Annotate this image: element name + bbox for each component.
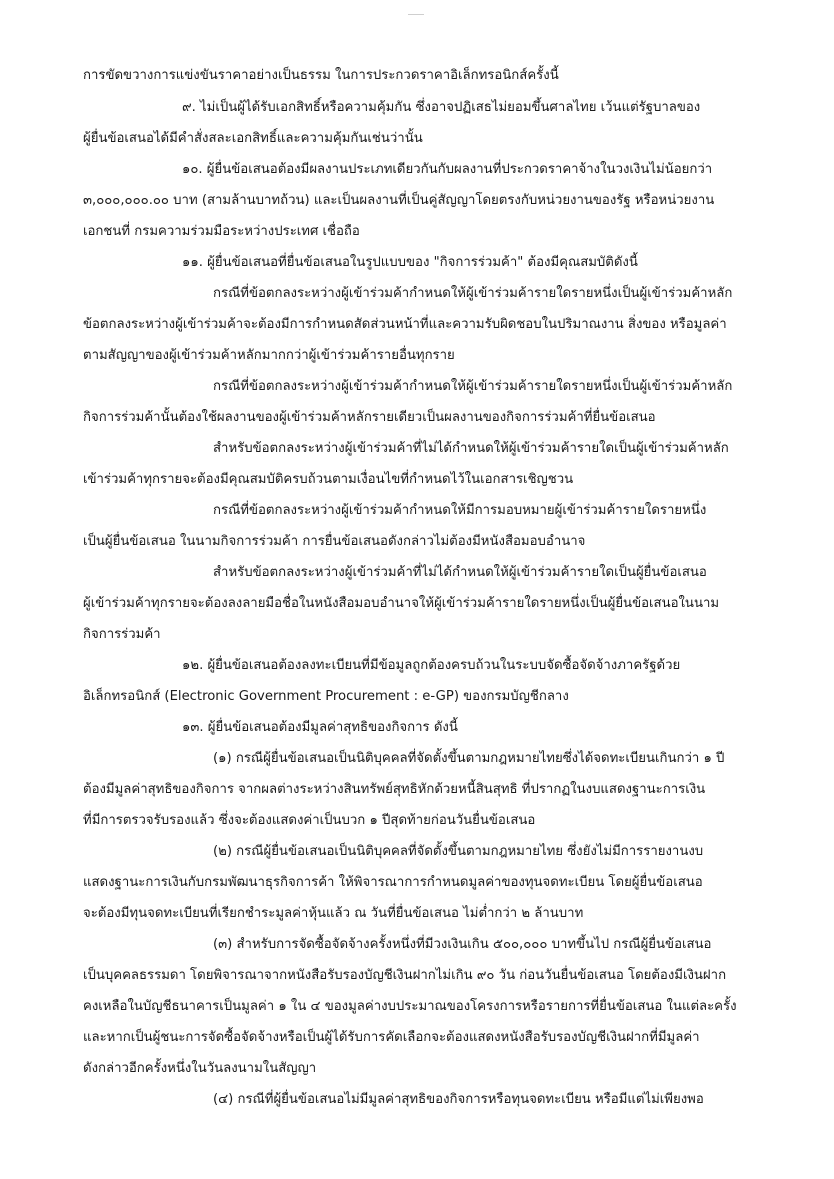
text-line: ดังกล่าวอีกครั้งหนึ่งในวันลงนามในสัญญา <box>83 1061 317 1076</box>
text-line: คงเหลือในบัญชีธนาคารเป็นมูลค่า ๑ ใน ๔ ของมูลค่างบประมาณของโครงการหรือรายการที่ยื่นข้อเสนอ ในแต่ละครั้ง <box>83 999 737 1014</box>
top-mark <box>408 14 424 15</box>
text-line: (๒) กรณีผู้ยื่นข้อเสนอเป็นนิติบุคคลที่จัดตั้งขึ้นตามกฎหมายไทย ซึ่งยังไม่มีการรายงานงบ <box>213 844 704 859</box>
text-line: ๙. ไม่เป็นผู้ได้รับเอกสิทธิ์หรือความคุ้มกัน ซึ่งอาจปฏิเสธไม่ยอมขึ้นศาลไทย เว้นแต่รัฐบาลของ <box>182 100 701 115</box>
text-line: ๑๒. ผู้ยื่นข้อเสนอต้องลงทะเบียนที่มีข้อมูลถูกต้องครบถ้วนในระบบจัดซื้อจัดจ้างภาครัฐด้วย <box>182 658 681 673</box>
text-line: กรณีที่ข้อตกลงระหว่างผู้เข้าร่วมค้ากำหนดให้มีการมอบหมายผู้เข้าร่วมค้ารายใดรายหนึ่ง <box>213 503 707 518</box>
text-line: กรณีที่ข้อตกลงระหว่างผู้เข้าร่วมค้ากำหนดให้ผู้เข้าร่วมค้ารายใดรายหนึ่งเป็นผู้เข้าร่วมค้าหลัก <box>213 379 733 394</box>
text-line: เป็นผู้ยื่นข้อเสนอ ในนามกิจการร่วมค้า การยื่นข้อเสนอดังกล่าวไม่ต้องมีหนังสือมอบอำนาจ <box>83 534 586 549</box>
text-line: สำหรับข้อตกลงระหว่างผู้เข้าร่วมค้าที่ไม่ได้กำหนดให้ผู้เข้าร่วมค้ารายใดเป็นผู้ยื่นข้อเสนอ <box>213 565 707 580</box>
text-line: ๓,๐๐๐,๐๐๐.๐๐ บาท (สามล้านบาทถ้วน) และเป็นผลงานที่เป็นคู่สัญญาโดยตรงกับหน่วยงานของรัฐ หรือหน่วยงาน <box>83 193 715 208</box>
text-line: กรณีที่ข้อตกลงระหว่างผู้เข้าร่วมค้ากำหนดให้ผู้เข้าร่วมค้ารายใดรายหนึ่งเป็นผู้เข้าร่วมค้าหลัก <box>213 286 733 301</box>
text-line: สำหรับข้อตกลงระหว่างผู้เข้าร่วมค้าที่ไม่ได้กำหนดให้ผู้เข้าร่วมค้ารายใดเป็นผู้เข้าร่วมค้าหลัก <box>213 441 729 456</box>
text-line: ผู้ยื่นข้อเสนอได้มีคำสั่งสละเอกสิทธิ์และความคุ้มกันเช่นว่านั้น <box>83 131 423 146</box>
text-line: ต้องมีมูลค่าสุทธิของกิจการ จากผลต่างระหว่างสินทรัพย์สุทธิหักด้วยหนี้สินสุทธิ ที่ปรากฏในงบแสดงฐานะการเงิน <box>83 782 706 797</box>
text-line: เป็นบุคคลธรรมดา โดยพิจารณาจากหนังสือรับรองบัญชีเงินฝากไม่เกิน ๙๐ วัน ก่อนวันยื่นข้อเสนอ โดยต้องมีเงินฝาก <box>83 968 727 983</box>
text-line: ข้อตกลงระหว่างผู้เข้าร่วมค้าจะต้องมีการกำหนดสัดส่วนหน้าที่และความรับผิดชอบในปริมาณงาน สิ่งของ หรือมูลค่า <box>83 317 727 332</box>
text-line: ผู้เข้าร่วมค้าทุกรายจะต้องลงลายมือชื่อในหนังสือมอบอำนาจให้ผู้เข้าร่วมค้ารายใดรายหนึ่งเป็นผู้ยื่นข้อเสนอในนาม <box>83 596 720 611</box>
text-line: (๔) กรณีที่ผู้ยื่นข้อเสนอไม่มีมูลค่าสุทธิของกิจการหรือทุนจดทะเบียน หรือมีแต่ไม่เพียงพอ <box>213 1092 704 1107</box>
text-line: (๑) กรณีผู้ยื่นข้อเสนอเป็นนิติบุคคลที่จัดตั้งขึ้นตามกฎหมายไทยซึ่งได้จดทะเบียนเกินกว่า ๑ ปี <box>213 751 725 766</box>
text-line: แสดงฐานะการเงินกับกรมพัฒนาธุรกิจการค้า ให้พิจารณาการกำหนดมูลค่าของทุนจดทะเบียน โดยผู้ยื่นข้อเสนอ <box>83 875 703 890</box>
text-line: (๓) สำหรับการจัดซื้อจัดจ้างครั้งหนึ่งที่มีวงเงินเกิน ๕๐๐,๐๐๐ บาทขึ้นไป กรณีผู้ยื่นข้อเสนอ <box>213 937 712 952</box>
text-line: เข้าร่วมค้าทุกรายจะต้องมีคุณสมบัติครบถ้วนตามเงื่อนไขที่กำหนดไว้ในเอกสารเชิญชวน <box>83 472 574 487</box>
text-line: ๑๑. ผู้ยื่นข้อเสนอที่ยื่นข้อเสนอในรูปแบบของ "กิจการร่วมค้า" ต้องมีคุณสมบัติดังนี้ <box>182 255 638 270</box>
text-line: จะต้องมีทุนจดทะเบียนที่เรียกชำระมูลค่าหุ้นแล้ว ณ วันที่ยื่นข้อเสนอ ไม่ต่ำกว่า ๒ ล้านบาท <box>83 906 584 921</box>
text-line: และหากเป็นผู้ชนะการจัดซื้อจัดจ้างหรือเป็นผู้ได้รับการคัดเลือกจะต้องแสดงหนังสือรับรองบัญชีเงินฝากที่มีมูลค่า <box>83 1030 700 1045</box>
text-line: ที่มีการตรวจรับรองแล้ว ซึ่งจะต้องแสดงค่าเป็นบวก ๑ ปีสุดท้ายก่อนวันยื่นข้อเสนอ <box>83 813 536 828</box>
text-line: เอกชนที่ กรมความร่วมมือระหว่างประเทศ เชื่อถือ <box>83 224 360 239</box>
text-line: ๑๓. ผู้ยื่นข้อเสนอต้องมีมูลค่าสุทธิของกิจการ ดังนี้ <box>182 720 458 735</box>
text-line: กิจการร่วมค้า <box>83 627 161 642</box>
text-line: การขัดขวางการแข่งขันราคาอย่างเป็นธรรม ในการประกวดราคาอิเล็กทรอนิกส์ครั้งนี้ <box>83 68 559 83</box>
text-line: อิเล็กทรอนิกส์ (Electronic Government Procurement : e-GP) ของกรมบัญชีกลาง <box>83 689 569 704</box>
text-line: กิจการร่วมค้านั้นต้องใช้ผลงานของผู้เข้าร่วมค้าหลักรายเดียวเป็นผลงานของกิจการร่วมค้าที่ยื่นข้อเสนอ <box>83 410 656 425</box>
text-line: ๑๐. ผู้ยื่นข้อเสนอต้องมีผลงานประเภทเดียวกันกับผลงานที่ประกวดราคาจ้างในวงเงินไม่น้อยกว่า <box>182 162 713 177</box>
text-line: ตามสัญญาของผู้เข้าร่วมค้าหลักมากกว่าผู้เข้าร่วมค้ารายอื่นทุกราย <box>83 348 455 363</box>
